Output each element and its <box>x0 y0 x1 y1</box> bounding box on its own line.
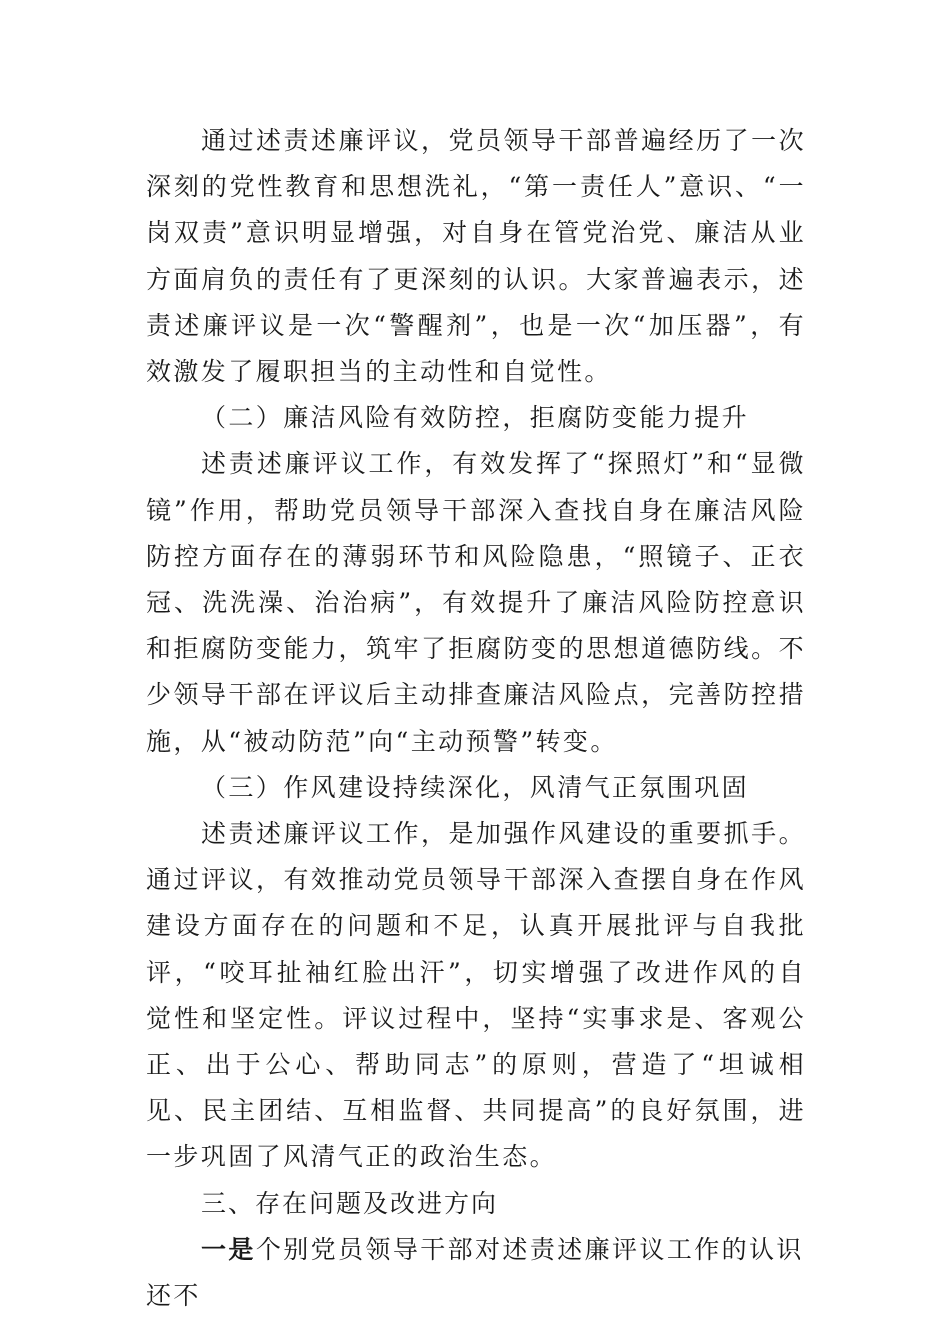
section-heading-problems: 三、存在问题及改进方向 <box>201 1188 499 1218</box>
paragraph-work-style: 述责述廉评议工作，是加强作风建设的重要抓手。通过评议，有效推动党员领导干部深入查摆自身在作风建设方面存在的问题和不足，认真开展批评与自我批评，“咬耳扯袖红脸出汗”，切实增强了改进作风的自觉性和坚定性。评议过程中，坚持“实事求是、客观公正、出于公心、帮助同志”的原则，营造了“坦诚相见、民主团结、互相监督、共同提高”的良好氛围，进一步巩固了风清气正的政治生态。 <box>146 819 806 1172</box>
paragraph-responsibility-awareness: 通过述责述廉评议，党员领导干部普遍经历了一次深刻的党性教育和思想洗礼，“第一责任人”意识、“一岗双责”意识明显增强，对自身在管党治党、廉洁从业方面肩负的责任有了更深刻的认识。大家普遍表示，述责述廉评议是一次“警醒剂”，也是一次“加压器”，有效激发了履职担当的主动性和自觉性。 <box>146 126 806 387</box>
document-body <box>146 118 806 1319</box>
problem-one-text: 个别党员领导干部对述责述廉评议工作的认识还不 <box>146 1234 804 1311</box>
paragraph-problem-one <box>146 1227 806 1319</box>
paragraph-integrity-risk: 述责述廉评议工作，有效发挥了“探照灯”和“显微镜”作用，帮助党员领导干部深入查找自身在廉洁风险防控方面存在的薄弱环节和风险隐患，“照镜子、正衣冠、洗洗澡、治治病”，有效提升了廉洁风险防控意识和拒腐防变能力，筑牢了拒腐防变的思想道德防线。不少领导干部在评议后主动排查廉洁风险点，完善防控措施，从“被动防范”向“主动预警”转变。 <box>146 449 806 756</box>
problem-one-lead: 一是 <box>201 1234 256 1264</box>
subheading-work-style: （三）作风建设持续深化，风清气正氛围巩固 <box>201 772 750 802</box>
subheading-integrity-risk: （二）廉洁风险有效防控，拒腐防变能力提升 <box>201 403 750 433</box>
